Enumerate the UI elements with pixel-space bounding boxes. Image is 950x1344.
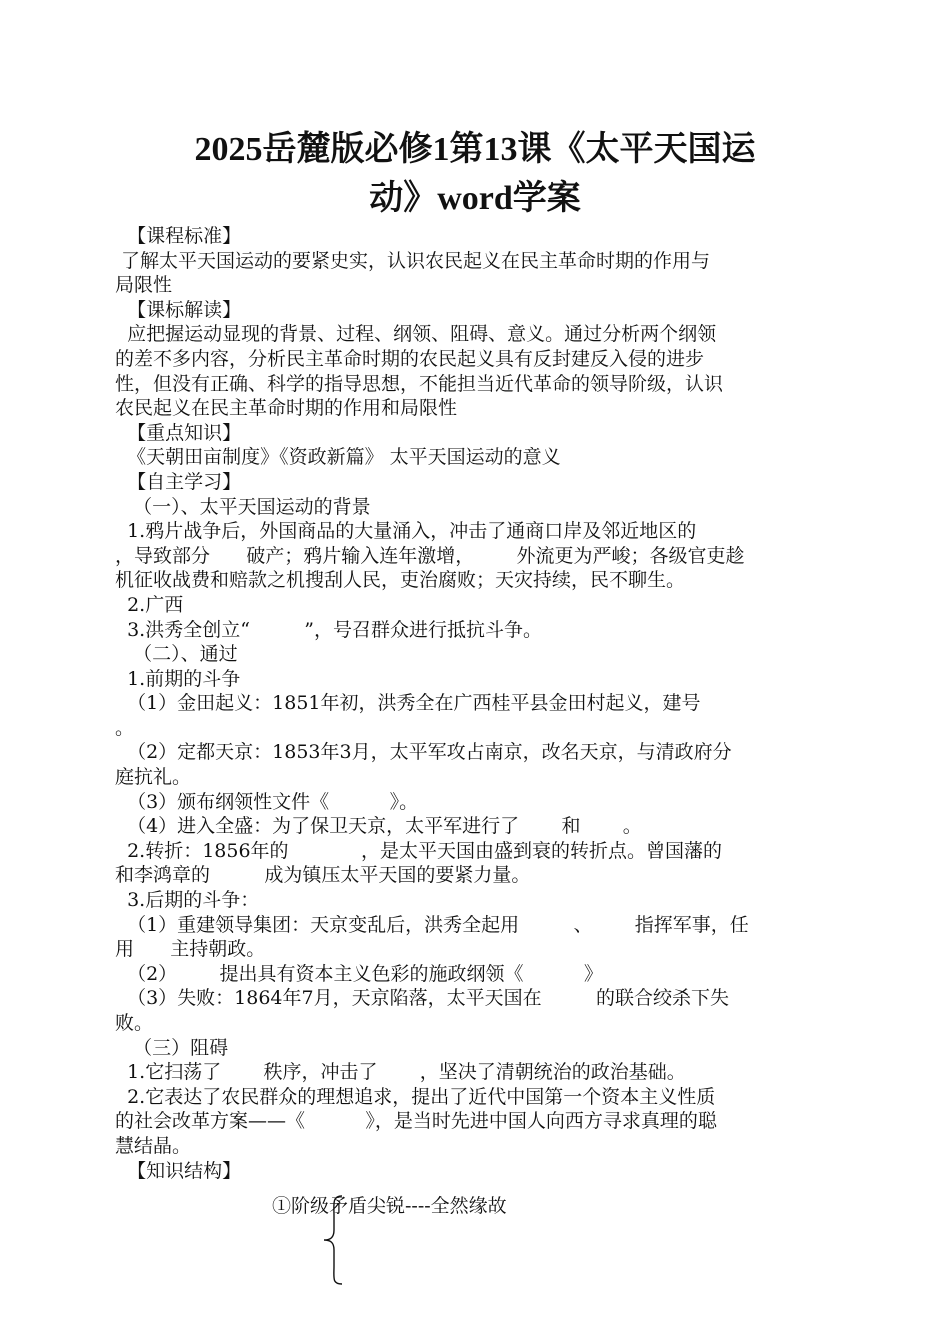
document-line: （4）进入全盛：为了保卫天京，太平军进行了 和 。 <box>115 815 642 838</box>
document-title-line-1: 2025岳麓版必修1第13课《太平天国运 <box>194 131 756 168</box>
document-line: 性，但没有正确、科学的指导思想，不能担当近代革命的领导阶级，认识 <box>115 372 724 395</box>
document-line: 《天朝田亩制度》《资政新篇》 太平天国运动的意义 <box>115 446 561 469</box>
document-line: 2.转折：1856年的 ，是太平天国由盛到衰的转折点。曾国藩的 <box>115 839 723 862</box>
document-line: （3）颁布纲领性文件《 》。 <box>115 790 419 813</box>
document-line: ，导致部分 破产；鸦片输入连年激增， 外流更为严峻；各级官吏趁 <box>115 544 745 567</box>
document-line: 【课程标准】 <box>115 225 242 247</box>
document-line: 3.洪秀全创立“ ”，号召群众进行抵抗斗争。 <box>115 618 542 641</box>
document-line: （二）、通过 <box>115 643 238 666</box>
document-line: 庭抗礼。 <box>115 766 192 789</box>
document-line: 败。 <box>115 1012 154 1034</box>
document-line: 2.广西 <box>115 593 184 616</box>
document-line: 局限性 <box>115 274 173 297</box>
document-line: （三）阻碍 <box>115 1036 229 1059</box>
document-line: 【课标解读】 <box>115 298 242 321</box>
document-line: （2） 提出具有资本主义色彩的施政纲领《 》 <box>115 962 603 985</box>
document-line: 了解太平天国运动的要紧史实，认识农民起义在民主革命时期的作用与 <box>115 249 711 272</box>
document-title-line-2: 动》word学案 <box>369 180 581 217</box>
document-line: 1.鸦片战争后，外国商品的大量涌入，冲击了通商口岸及邻近地区的 <box>115 520 697 543</box>
document-line: 【重点知识】 <box>115 421 242 444</box>
knowledge-structure-item: ①阶级矛盾尖锐----全然缘故 <box>272 1195 507 1217</box>
document-body <box>115 224 837 1183</box>
document-line: （1）金田起义：1851年初，洪秀全在广西桂平县金田村起义，建号 <box>115 692 701 715</box>
document-line: （2）定都天京：1853年3月，太平军攻占南京，改名天京，与清政府分 <box>115 741 732 764</box>
document-line: 。 <box>115 716 135 739</box>
document-line: 慧结晶。 <box>115 1134 192 1157</box>
document-line: 3.后期的斗争： <box>115 889 260 912</box>
document-line: 【自主学习】 <box>115 470 242 493</box>
document-line: 1.前期的斗争 <box>115 667 241 690</box>
document-line: 的社会改革方案——《 》，是当时先进中国人向西方寻求真理的聪 <box>115 1110 717 1133</box>
document-line: 应把握运动显现的背景、过程、纲领、阻碍、意义。通过分析两个纲领 <box>115 323 717 346</box>
document-line: 用 主持朝政。 <box>115 938 266 961</box>
document-line: 机征收战费和赔款之机搜刮人民，吏治腐败；天灾持续，民不聊生。 <box>115 569 686 592</box>
document-line: 1.它扫荡了 秩序，冲击了 ，坚决了清朝统治的政治基础。 <box>115 1061 686 1084</box>
document-line: 【知识结构】 <box>115 1159 242 1182</box>
document-line: （3）失败：1864年7月，天京陷落，太平天国在 的联合绞杀下失 <box>115 987 729 1010</box>
document-line: 的差不多内容，分析民主革命时期的农民起义具有反封建反入侵的进步 <box>115 347 705 370</box>
document-line: 农民起义在民主革命时期的作用和局限性 <box>115 397 458 420</box>
document-line: 2.它表达了农民群众的理想追求，提出了近代中国第一个资本主义性质 <box>115 1085 716 1108</box>
document-line: （1）重建领导集团：天京变乱后，洪秀全起用 、 指挥军事，任 <box>115 913 749 936</box>
document-line: （一）、太平天国运动的背景 <box>115 495 371 518</box>
curly-brace-icon <box>320 1194 350 1286</box>
document-line: 和李鸿章的 成为镇压太平天国的要紧力量。 <box>115 864 531 887</box>
